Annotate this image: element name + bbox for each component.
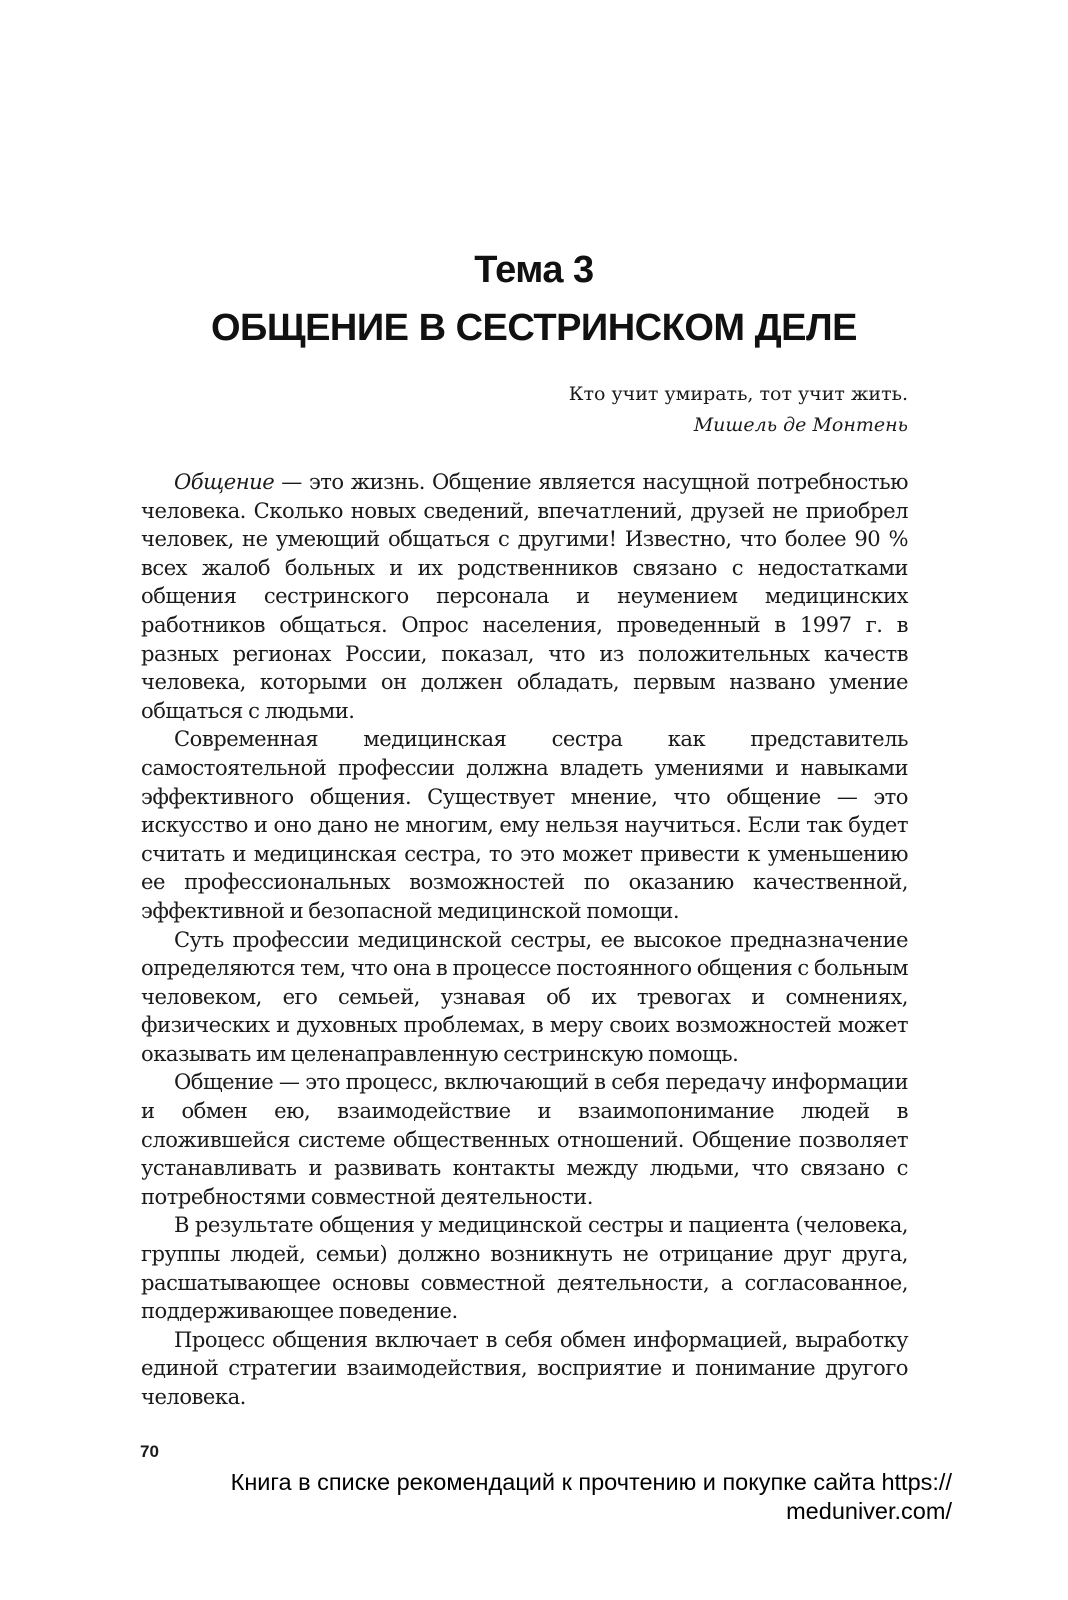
footer-note	[92, 1468, 952, 1526]
epigraph-author: Мишель де Монтень	[693, 414, 908, 436]
paragraph-text: Общение — это процесс, включающий в себя передачу информации и обмен ею, взаимодействие и взаимопонимание людей в сложившейся системе общественных отношений. Общение позволяет устанавливать и развивать контакты между людьми, что связано с потребностями совместной деятельности.	[141, 1069, 908, 1209]
paragraph	[141, 1211, 908, 1325]
body-text	[141, 468, 908, 1412]
chapter-number: Тема 3	[474, 249, 594, 291]
paragraph	[141, 1326, 908, 1412]
paragraph	[141, 468, 908, 725]
paragraph-text: — это жизнь. Общение является насущной потребностью человека. Сколько новых сведений, впечатлений, друзей не приобрел человек, не умеющий общаться с другими! Известно, что более 90 % всех жалоб больных и их родственников связано с недостатками общения сестринского персонала и неумением медицинских работников общаться. Опрос населения, проведенный в 1997 г. в разных регионах России, показал, что из положительных качеств человека, которыми он должен обладать, первым названо умение общаться с людьми.	[141, 469, 908, 723]
footer-note-line-1[interactable]: Книга в списке рекомендаций к прочтению и покупке сайта https://	[230, 1469, 952, 1495]
paragraph-lead-term: Общение	[174, 469, 275, 494]
paragraph	[141, 926, 908, 1069]
paragraph	[141, 1068, 908, 1211]
page-number: 70	[140, 1442, 159, 1461]
paragraph-text: Суть профессии медицинской сестры, ее высокое предназначение определяются тем, что она в процессе постоянного общения с больным человеком, его семьей, узнавая об их тревогах и сомнениях, физических и духовных проблемах, в меру своих возможностей может оказывать им целенаправленную сестринскую помощь.	[141, 926, 908, 1066]
footer-note-line-2[interactable]: meduniver.com/	[786, 1498, 952, 1524]
epigraph-text: Кто учит умирать, тот учит жить.	[568, 383, 908, 405]
paragraph-text: Процесс общения включает в себя обмен информацией, выработку единой стратегии взаимодействия, восприятие и понимание другого человека.	[141, 1326, 908, 1409]
paragraph-text: Современная медицинская сестра как представитель самостоятельной профессии должна владеть умениями и навыками эффективного общения. Существует мнение, что общение — это искусство и оно дано не многим, ему нельзя научиться. Если так будет считать и медицинская сестра, то это может привести к уменьшению ее профессиональных возможностей по оказанию качественной, эффективной и безопасной медицинской помощи.	[141, 726, 908, 923]
chapter-title: ОБЩЕНИЕ В СЕСТРИНСКОМ ДЕЛЕ	[210, 307, 858, 349]
paragraph-text: В результате общения у медицинской сестры и пациента (человека, группы людей, семьи) должно возникнуть не отрицание друг друга, расшатывающее основы совместной деятельности, а согласованное, поддерживающее поведение.	[141, 1212, 908, 1324]
paragraph	[141, 725, 908, 925]
